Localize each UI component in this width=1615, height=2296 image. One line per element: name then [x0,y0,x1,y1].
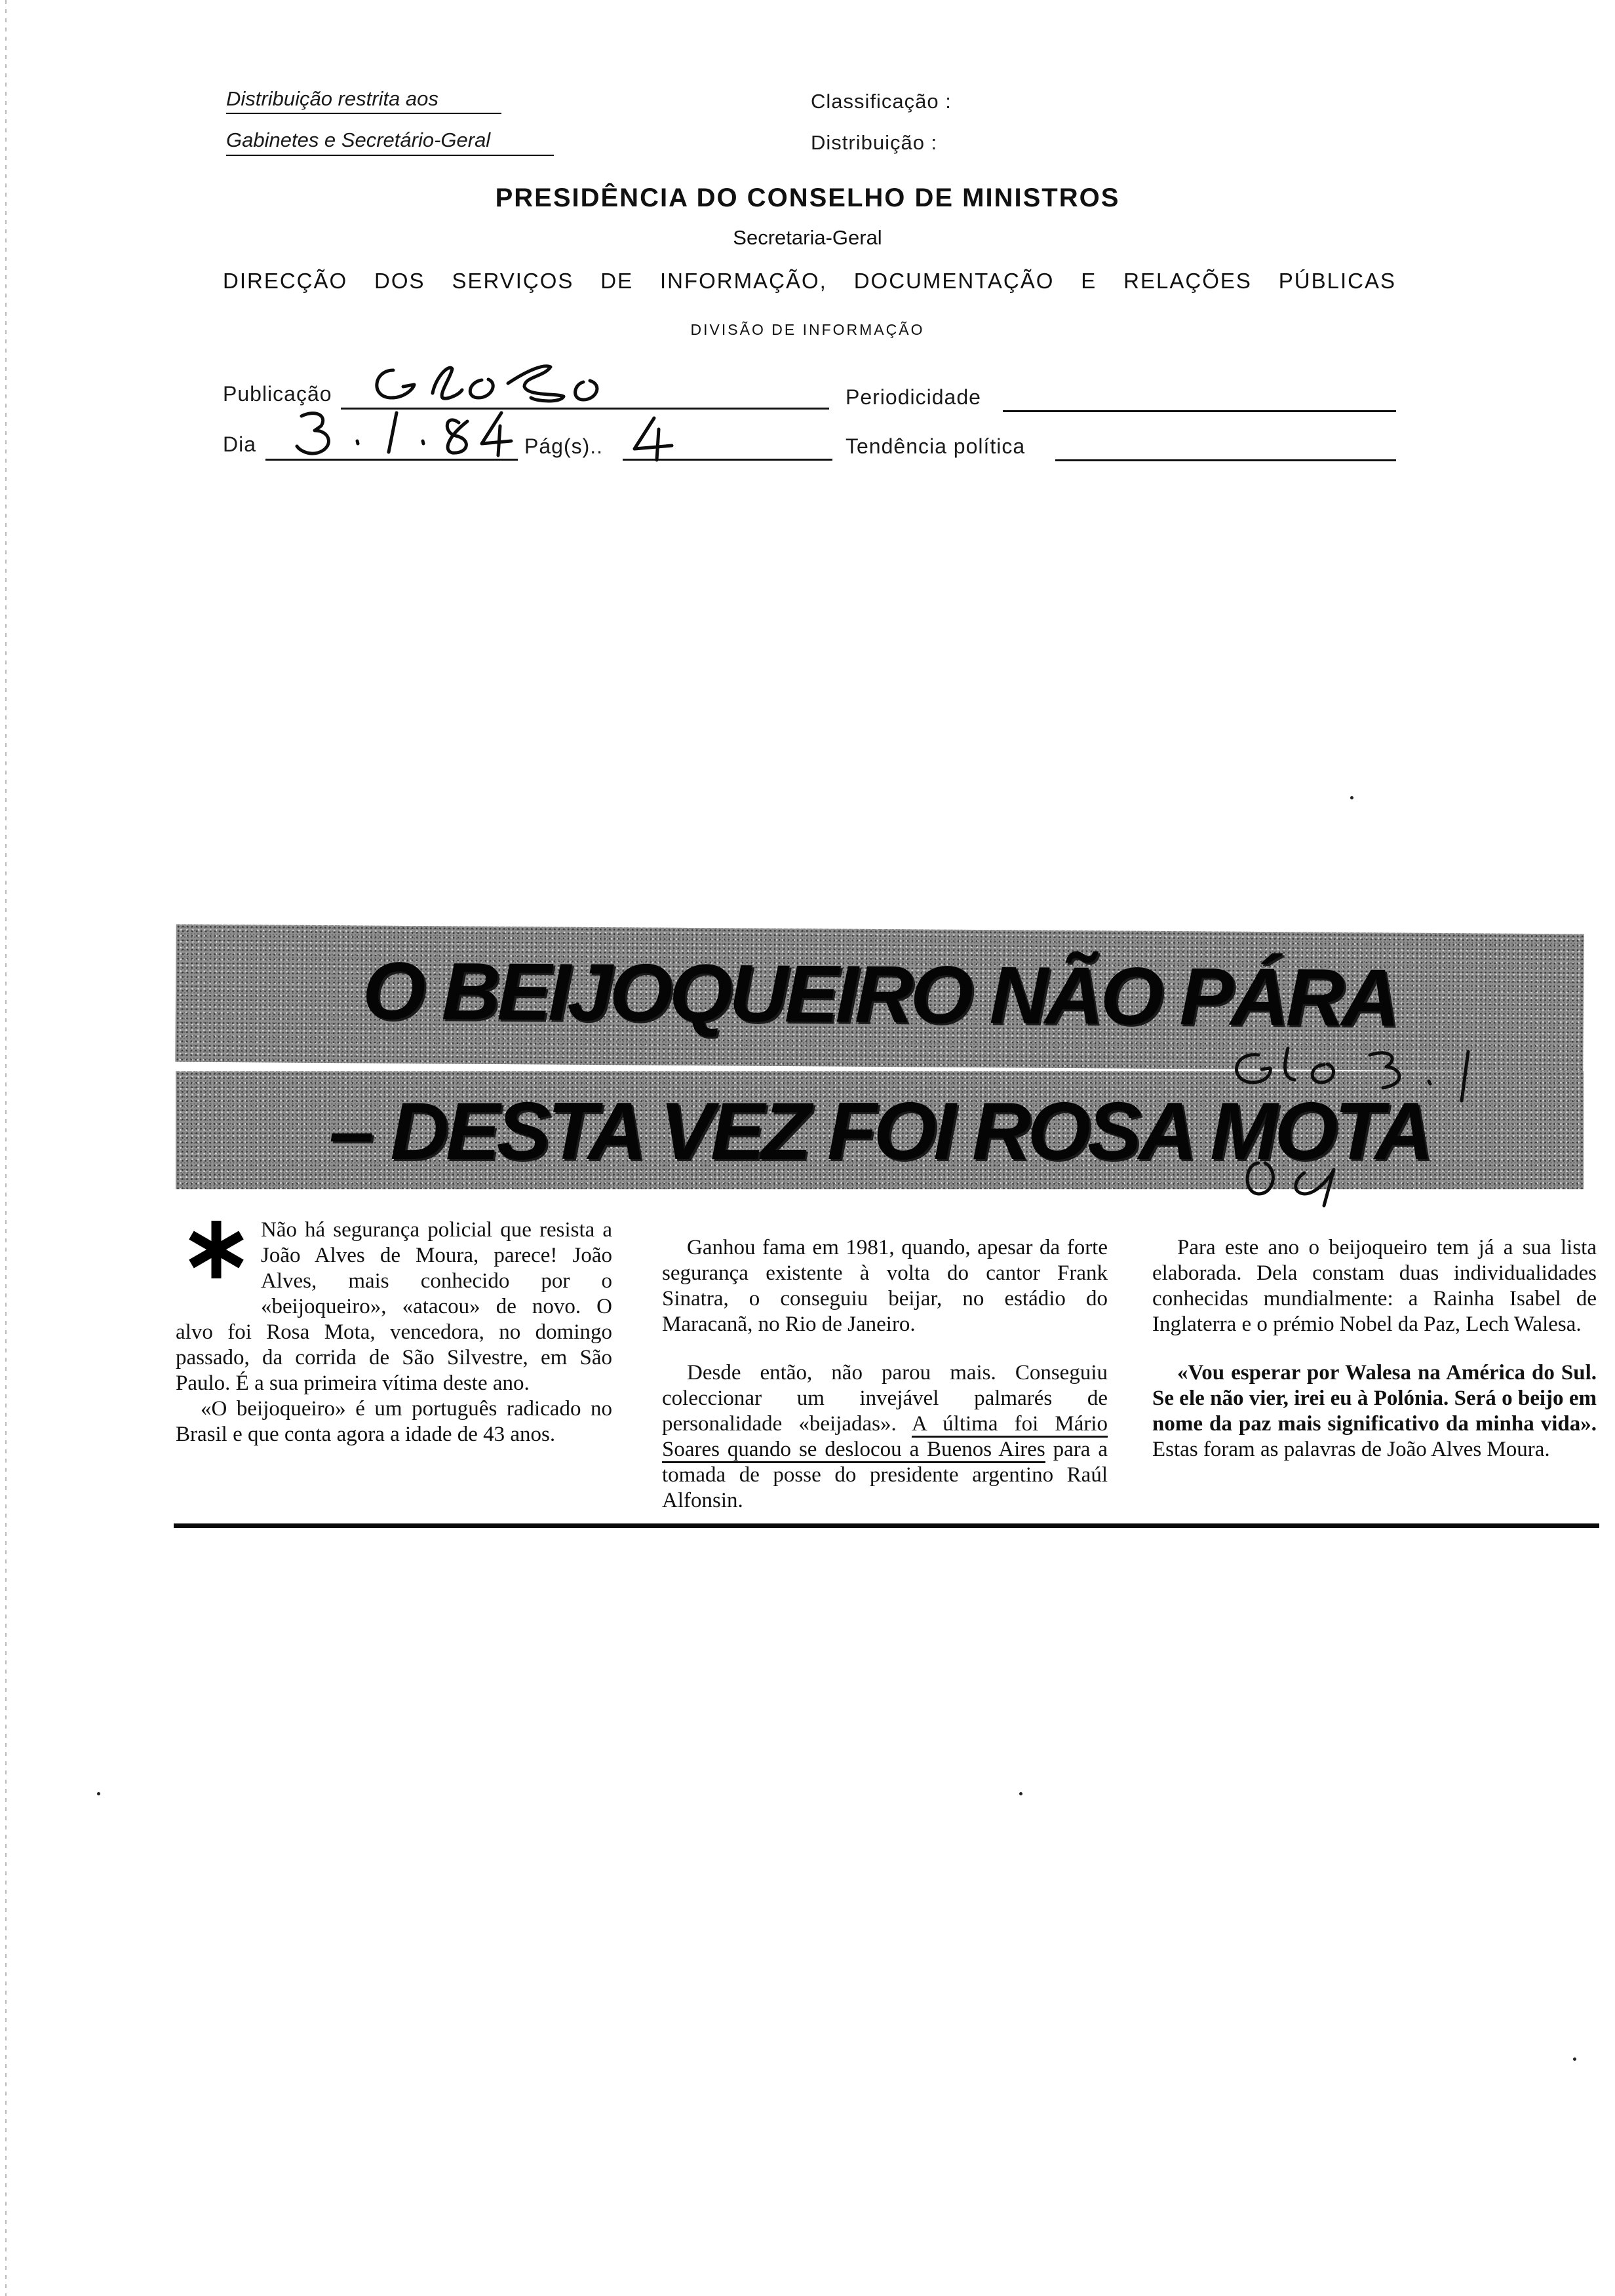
scan-speck [1019,1792,1022,1795]
pags-handwriting [629,413,682,465]
col1-paragraph-2: «O beijoqueiro» é um português radicado no Brasil e que conta agora a idade de 43 anos. [176,1397,612,1446]
classificacao-label: Classificação : [811,90,952,113]
col2-p2-underlined: A última foi Mário Soares quando se deslocou a Buenos Aires [662,1412,1108,1463]
page-title: PRESIDÊNCIA DO CONSELHO DE MINISTROS [495,183,1120,212]
col3-quote: «Vou esperar por Walesa na América do Sul. Se ele não vier, irei eu à Polónia. Será o beijo em nome da paz mais significativo da minha vida». [1152,1361,1597,1436]
col3-gap [1152,1337,1597,1360]
headline-line-1: O BEIJOQUEIRO NÃO PÁRA [362,946,1397,1044]
clipping-handwritten-date [1219,1029,1547,1225]
col3-paragraph-2 [1152,1360,1597,1463]
headline-line-2: – DESTA VEZ FOI ROSA MOTA [329,1086,1430,1177]
article-column-2 [662,1235,1108,1514]
distribution-underline-1 [226,113,501,114]
col3-p2-end: Estas foram as palavras de João Alves Moura. [1152,1438,1550,1461]
distribution-note-line1: Distribuição restrita aos [226,87,438,110]
col2-gap [662,1337,1108,1360]
tendencia-label: Tendência política [846,434,1026,458]
asterisk-spacer [176,1217,261,1316]
direccao-heading: DIRECÇÃO DOS SERVIÇOS DE INFORMAÇÃO, DOCUMENTAÇÃO E RELAÇÕES PÚBLICAS [223,269,1396,293]
col2-paragraph-1: Ganhou fama em 1981, quando, apesar da forte segurança existente à volta do cantor Frank Sinatra, o conseguiu beijar, no estádio do Maracanã, no Rio de Janeiro. [662,1236,1108,1336]
scan-speck [97,1792,100,1795]
col3-paragraph-1: Para este ano o beijoqueiro tem já a sua lista elaborada. Dela constam duas individualidades conhecidas mundialmente: a Rainha Isabel de Inglaterra e o prémio Nobel da Paz, Lech Walesa. [1152,1236,1597,1336]
divisao-heading: DIVISÃO DE INFORMAÇÃO [690,321,925,338]
publicacao-label: Publicação [223,382,332,406]
col2-p2-end: para a tomada de posse do presidente argentino Raúl Alfonsin. [662,1438,1108,1512]
publicacao-handwriting [367,357,642,410]
tendencia-field-line [1055,459,1396,461]
clipping-bottom-rule [174,1523,1599,1528]
distribuicao-label: Distribuição : [811,131,938,154]
scan-speck [1573,2057,1576,2061]
article-column-3 [1152,1235,1597,1463]
periodicidade-field-line [1003,410,1396,412]
distribution-underline-2 [226,155,554,156]
periodicidade-label: Periodicidade [846,385,981,409]
distribution-note-line2: Gabinetes e Secretário-Geral [226,128,491,151]
scan-speck [1350,796,1353,799]
page-subtitle: Secretaria-Geral [733,226,882,249]
dia-handwriting [292,403,508,462]
col1-paragraph-1: Não há segurança policial que resista a João Alves de Moura, parece! João Alves, mais conhecido por o «beijoqueiro», «atacou» de novo. O alvo foi Rosa Mota, vencedora, no domingo passado, da corrida de São Silvestre, em São Paulo. É a sua primeira vítima deste ano. [176,1218,612,1395]
scan-edge-mark [5,0,7,2296]
col2-p2-start: Desde então, não parou mais. Conseguiu coleccionar um invejável palmarés de personalidade «beijadas». [662,1361,1108,1436]
dia-label: Dia [223,432,257,456]
col2-paragraph-2 [662,1360,1108,1514]
article-column-1 [176,1217,612,1447]
pags-label: Pág(s).. [524,434,604,458]
